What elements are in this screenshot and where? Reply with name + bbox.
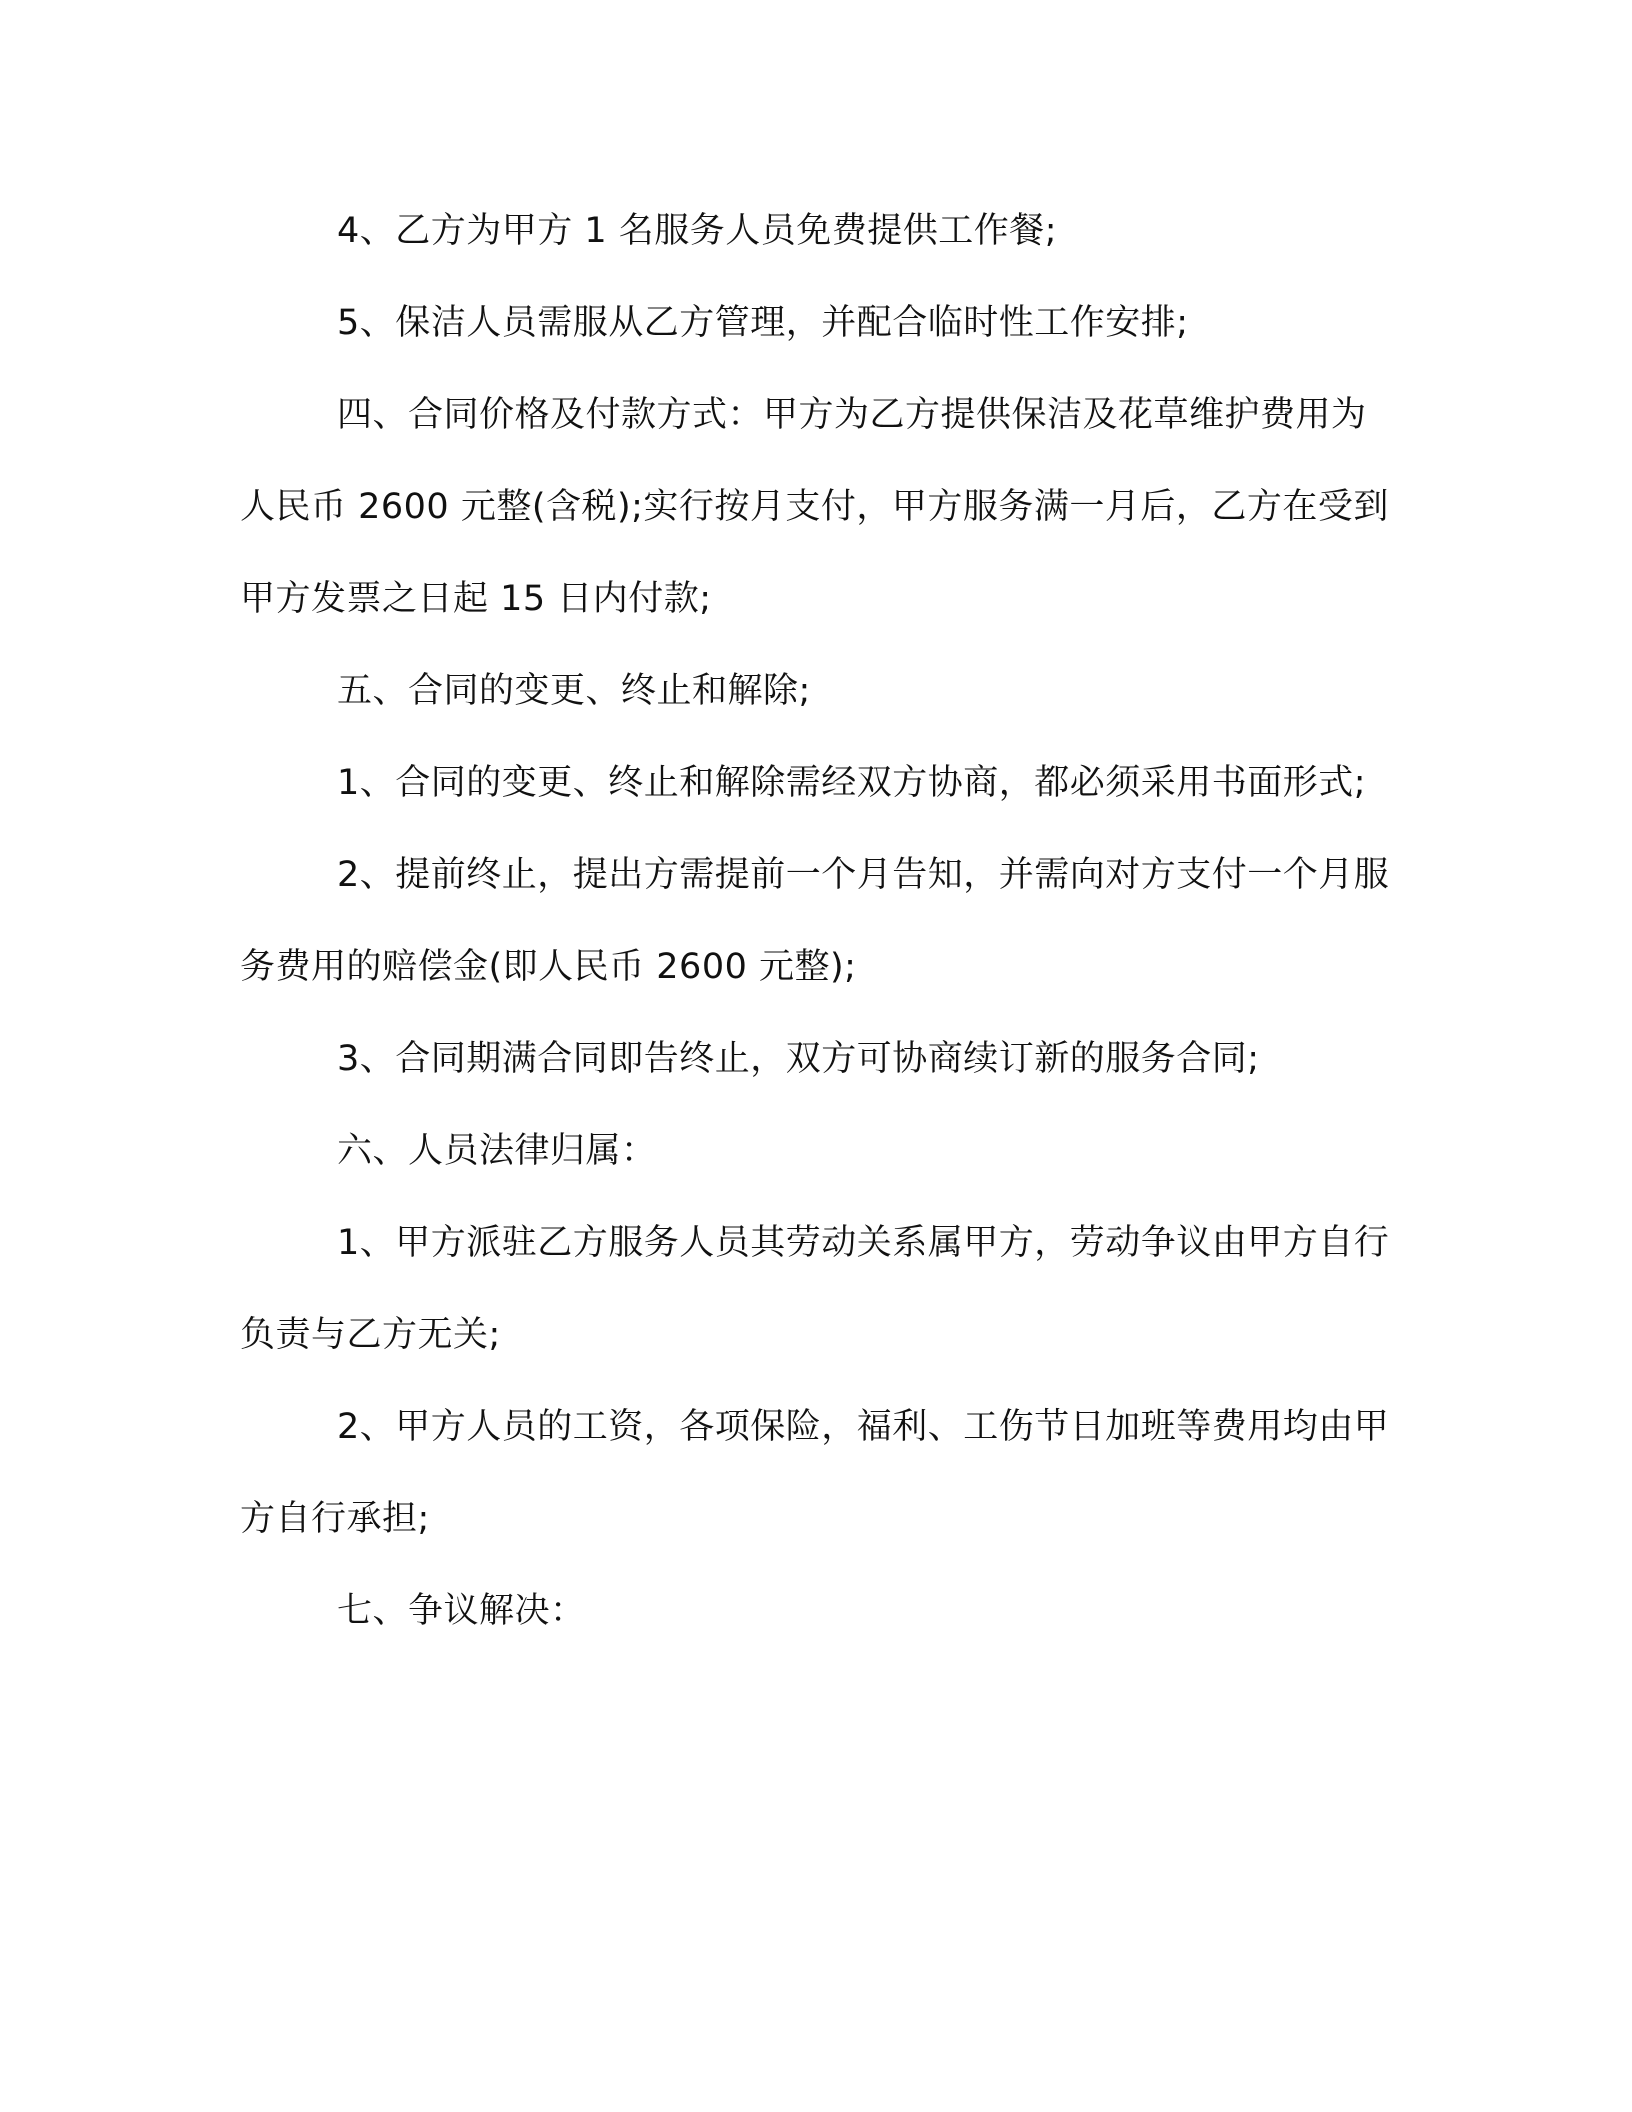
paragraph-price-and-payment: 四、合同价格及付款方式：甲方为乙方提供保洁及花草维护费用为人民币 2600 元整(含税);实行按月支付，甲方服务满一月后，乙方在受到甲方发票之日起 15 日内付款; bbox=[240, 395, 1389, 619]
paragraph-labor-relations: 1、甲方派驻乙方服务人员其劳动关系属甲方，劳动争议由甲方自行负责与乙方无关; bbox=[240, 1223, 1390, 1355]
heading-contract-change-termination: 五、合同的变更、终止和解除; bbox=[337, 671, 811, 711]
heading-dispute-resolution: 七、争议解决： bbox=[337, 1591, 586, 1631]
paragraph-early-termination: 2、提前终止，提出方需提前一个月告知，并需向对方支付一个月服务费用的赔偿金(即人民币 2600 元整); bbox=[240, 855, 1390, 987]
paragraph-cleaning-staff-management: 5、保洁人员需服从乙方管理，并配合临时性工作安排; bbox=[337, 303, 1189, 343]
document-body bbox=[240, 185, 1395, 1657]
paragraph-written-form-required: 1、合同的变更、终止和解除需经双方协商，都必须采用书面形式; bbox=[337, 763, 1367, 803]
heading-personnel-legal-affiliation: 六、人员法律归属： bbox=[337, 1131, 657, 1171]
paragraph-wages-and-insurance: 2、甲方人员的工资，各项保险，福利、工伤节日加班等费用均由甲方自行承担; bbox=[240, 1407, 1390, 1539]
paragraph-meal-provision: 4、乙方为甲方 1 名服务人员免费提供工作餐; bbox=[337, 211, 1058, 251]
paragraph-contract-expiry: 3、合同期满合同即告终止，双方可协商续订新的服务合同; bbox=[337, 1039, 1260, 1079]
